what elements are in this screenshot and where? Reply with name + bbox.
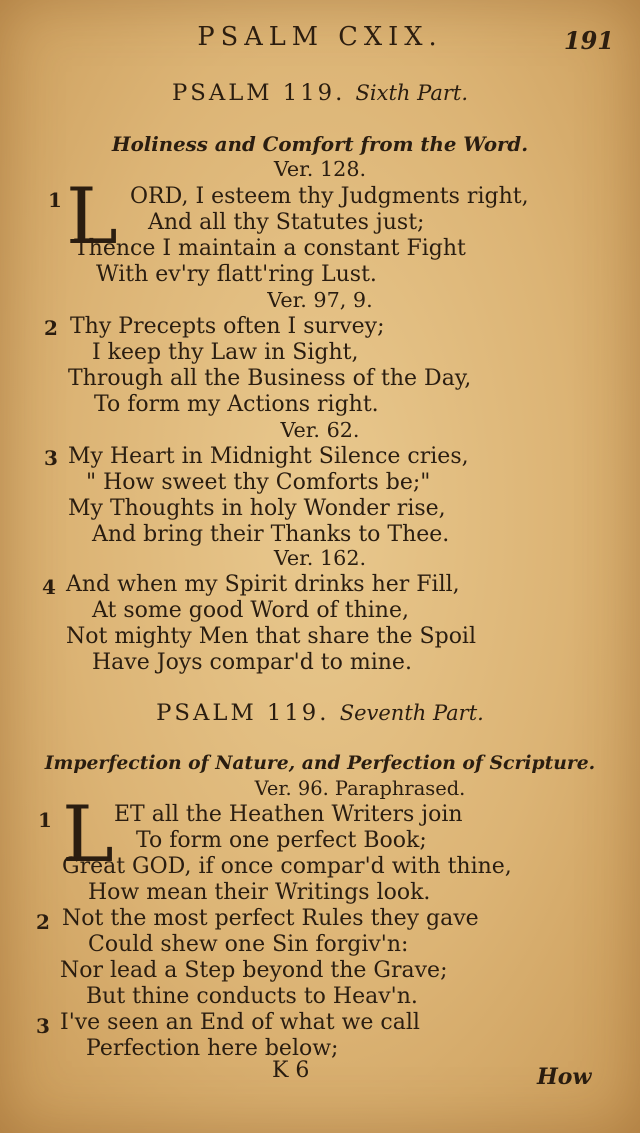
section-title-seventh	[0, 700, 640, 726]
verse-line: Thence I maintain a constant Fight	[74, 236, 466, 261]
signature-mark: K 6	[272, 1058, 310, 1083]
verse-line: ET all the Heathen Writers join	[114, 802, 463, 827]
verse-line: Could shew one Sin forgiv'n:	[88, 932, 409, 957]
verse-line: Perfection here below;	[86, 1036, 339, 1061]
verse-line: My Thoughts in holy Wonder rise,	[68, 496, 446, 521]
verse-line: I keep thy Law in Sight,	[92, 340, 359, 365]
verse-line: Through all the Business of the Day,	[68, 366, 472, 391]
verse-line: Have Joys compar'd to mine.	[92, 650, 412, 675]
section-part: Sixth Part.	[355, 81, 468, 105]
section-subtitle: Imperfection of Nature, and Perfection of Scripture.	[44, 752, 596, 774]
stanza-number: 3	[36, 1014, 50, 1038]
verse-line: At some good Word of thine,	[92, 598, 409, 623]
stanza-number: 1	[38, 808, 52, 832]
stanza-number: 1	[48, 188, 62, 212]
catchword: How	[537, 1064, 592, 1090]
verse-ref: Ver. 128.	[273, 157, 367, 181]
verse-line: And bring their Thanks to Thee.	[92, 522, 450, 547]
verse-ref: Ver. 97, 9.	[267, 288, 373, 312]
drop-cap: L	[66, 172, 118, 262]
verse-line: But thine conducts to Heav'n.	[86, 984, 418, 1009]
verse-line: How mean their Writings look.	[88, 880, 431, 905]
stanza-number: 3	[44, 446, 58, 470]
verse-line: Thy Precepts often I survey;	[70, 314, 385, 339]
verse-ref: Ver. 162.	[273, 546, 367, 570]
section-title: PSALM 119.	[156, 700, 330, 726]
stanza-number: 2	[44, 316, 58, 340]
stanza-number: 2	[36, 910, 50, 934]
verse-line: Not the most perfect Rules they gave	[62, 906, 479, 931]
verse-line: " How sweet thy Comforts be;"	[86, 470, 431, 495]
verse-line: My Heart in Midnight Silence cries,	[68, 444, 469, 469]
drop-cap: L	[62, 790, 114, 880]
verse-ref: Ver. 62.	[280, 418, 360, 442]
verse-line: With ev'ry flatt'ring Lust.	[96, 262, 377, 287]
verse-line: And all thy Statutes just;	[148, 210, 425, 235]
page-number: 191	[563, 26, 614, 55]
stanza-number: 4	[42, 575, 56, 599]
verse-line: To form one perfect Book;	[136, 828, 427, 853]
verse-ref: Ver. 96. Paraphrased.	[254, 777, 466, 800]
section-part: Seventh Part.	[339, 701, 484, 725]
section-subtitle: Holiness and Comfort from the Word.	[111, 132, 529, 156]
verse-line: ORD, I esteem thy Judgments right,	[130, 184, 529, 209]
section-title-sixth	[0, 80, 640, 106]
verse-line: Not mighty Men that share the Spoil	[66, 624, 477, 649]
section-title: PSALM 119.	[172, 80, 346, 106]
verse-line: And when my Spirit drinks her Fill,	[66, 572, 460, 597]
verse-line: Great GOD, if once compar'd with thine,	[62, 854, 512, 879]
verse-line: I've seen an End of what we call	[60, 1010, 420, 1035]
verse-line: To form my Actions right.	[94, 392, 379, 417]
running-head: PSALM CXIX.	[197, 22, 443, 52]
verse-line: Nor lead a Step beyond the Grave;	[60, 958, 448, 983]
